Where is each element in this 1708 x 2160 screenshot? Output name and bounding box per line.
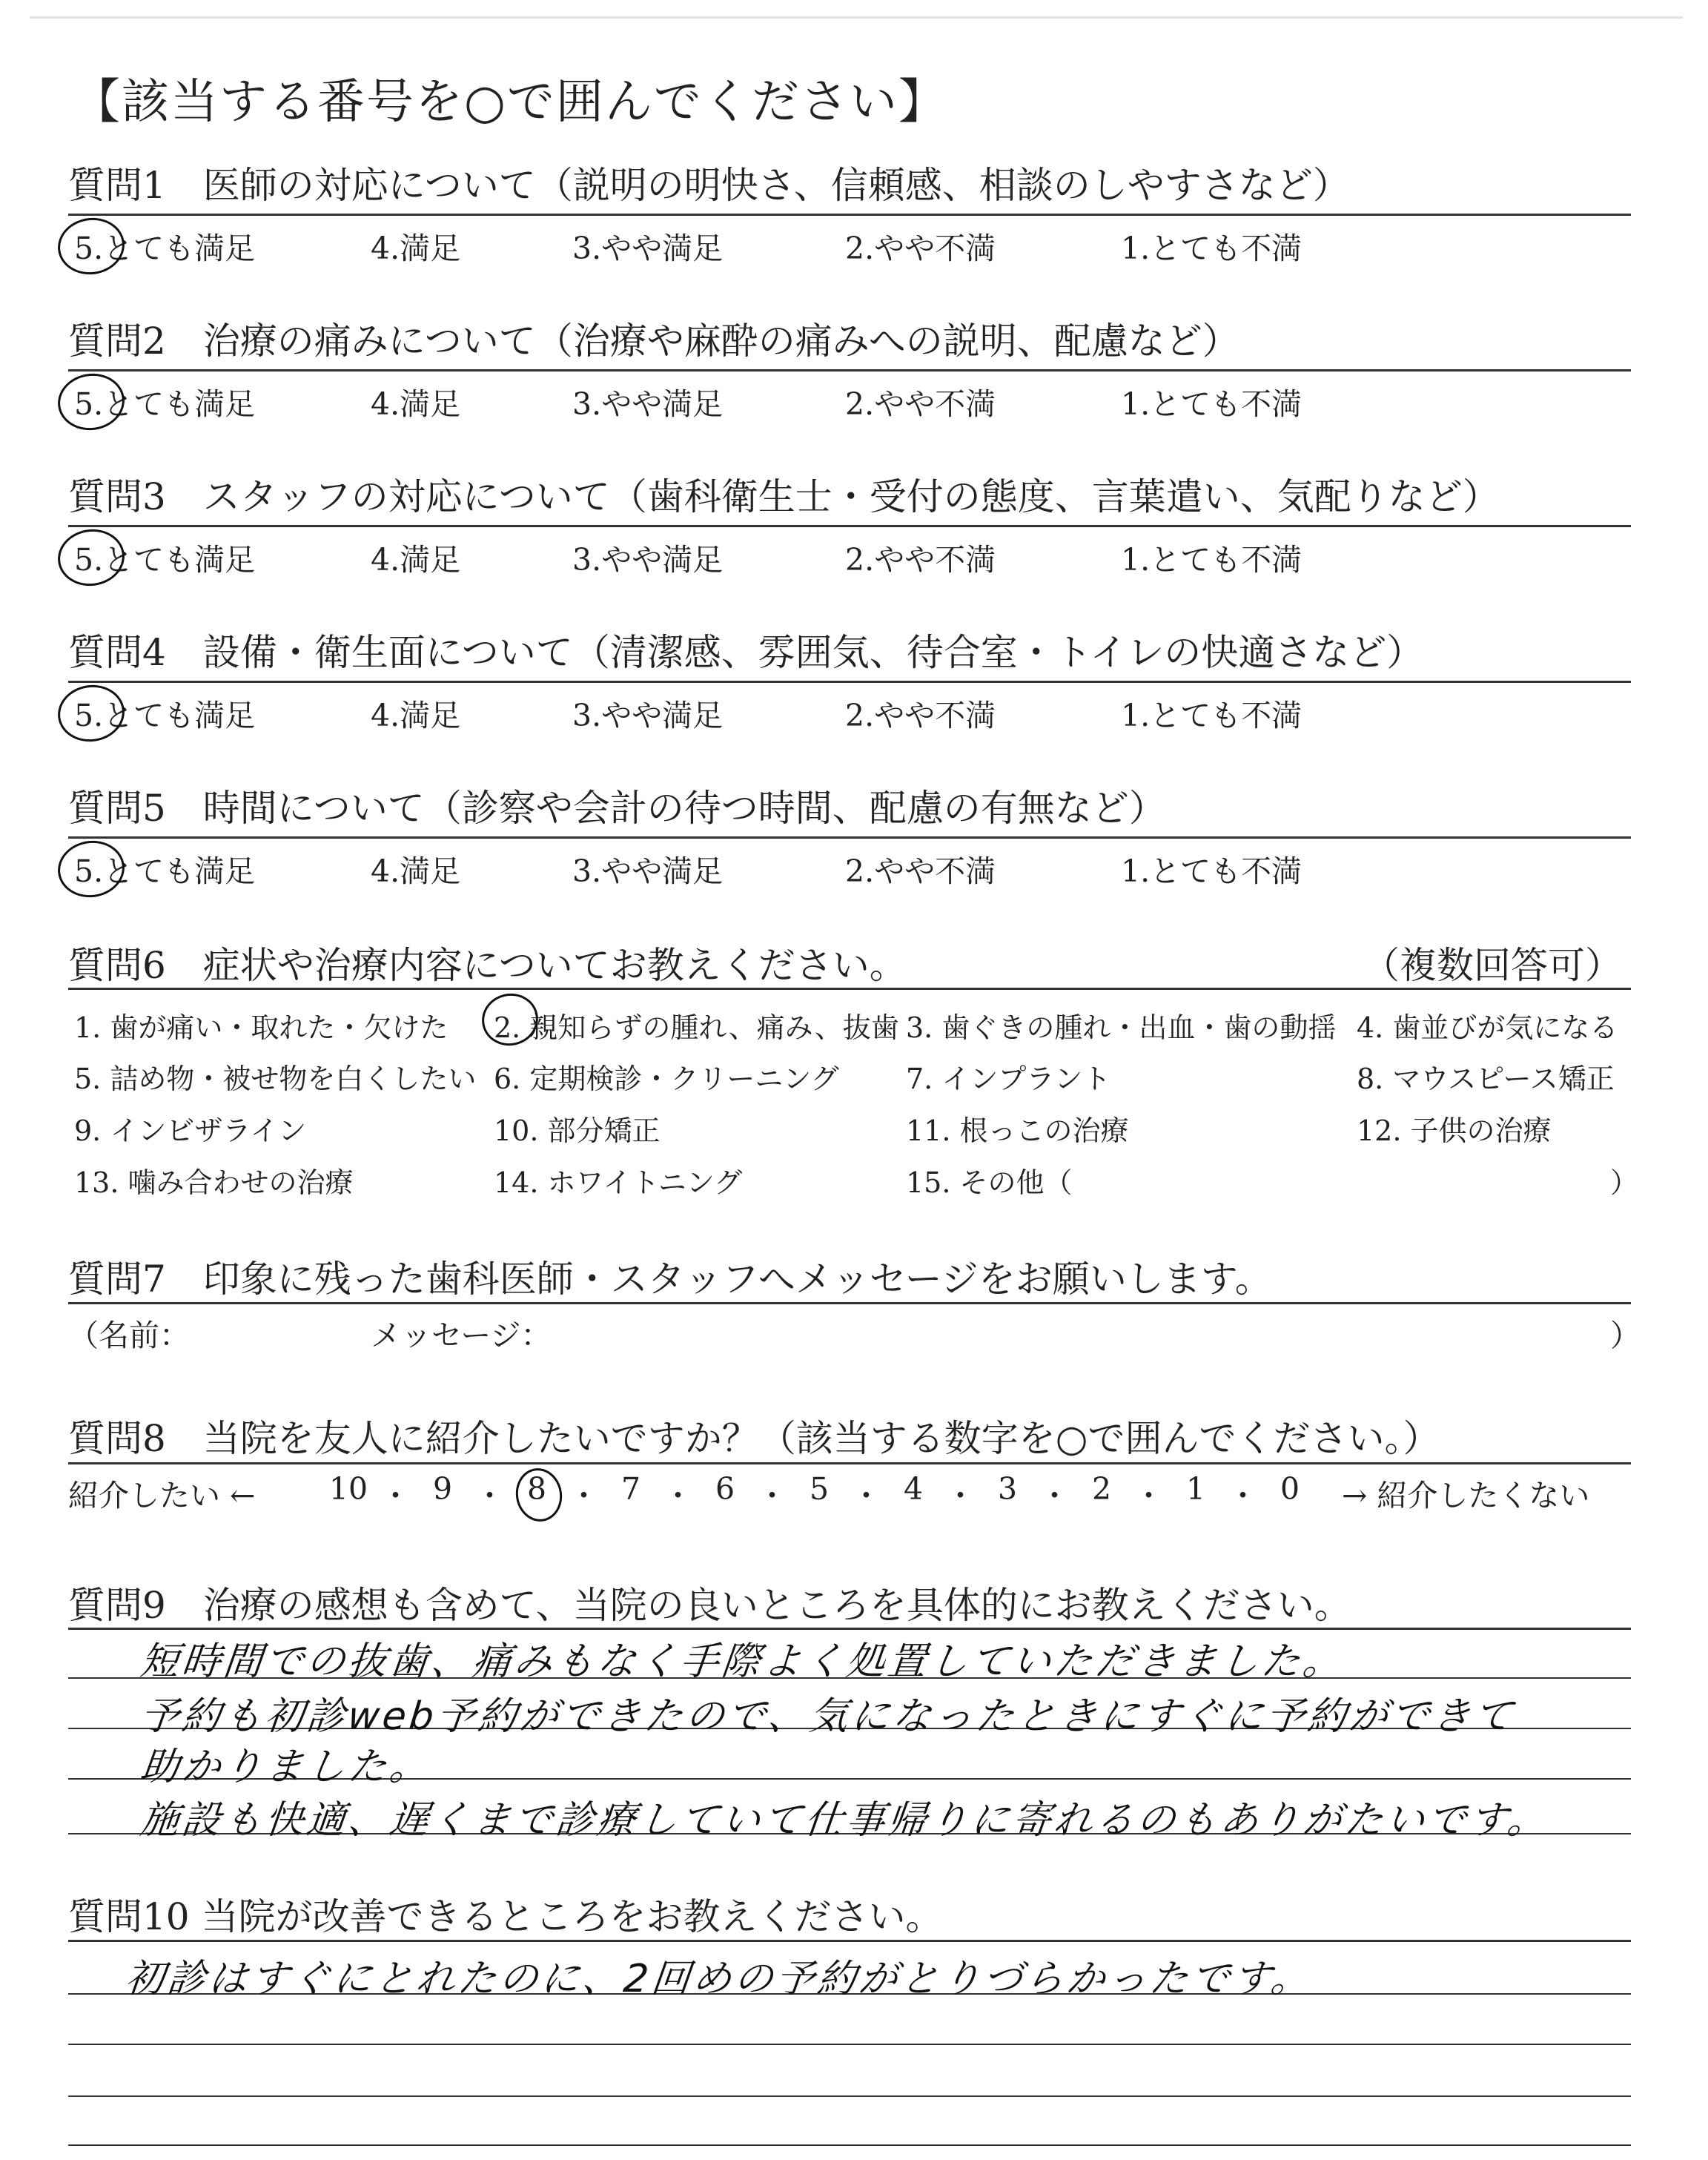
q7-message-label: メッセージ： xyxy=(371,1318,552,1353)
rating-option: 1.とても不満 xyxy=(1121,698,1302,733)
q9-handwritten-line: 施設も快適、遅くまで診療していて仕事帰りに寄れるのもありがたいです。 xyxy=(138,1798,1552,1843)
q8-scale-number: 9 xyxy=(432,1471,453,1507)
rating-option: 3.やや満足 xyxy=(572,542,724,578)
rating-option: 3.やや満足 xyxy=(572,231,724,266)
q8-scale-dot: ・ xyxy=(1133,1478,1164,1513)
q6-rule xyxy=(68,988,1631,990)
rating-option: 5.とても満足 xyxy=(74,231,256,266)
q6-option: ） xyxy=(1610,1166,1639,1199)
rating-option: 5.とても満足 xyxy=(74,853,256,889)
q10-title: 質問10 当院が改善できるところをお教えください。 xyxy=(68,1895,943,1938)
q8-right-label: → 紹介したくない xyxy=(1342,1478,1590,1513)
rating-option: 1.とても不満 xyxy=(1121,231,1302,266)
q8-scale-number: 4 xyxy=(903,1471,924,1507)
question-title: 質問1 医師の対応について（説明の明快さ、信頼感、相談のしやすさなど） xyxy=(68,164,1350,207)
q8-scale-dot: ・ xyxy=(569,1478,599,1513)
q8-scale-dot: ・ xyxy=(757,1478,787,1513)
question-title: 質問2 治療の痛みについて（治療や麻酔の痛みへの説明、配慮など） xyxy=(68,320,1239,363)
q10-rule xyxy=(68,1940,1631,1942)
q8-scale-dot: ・ xyxy=(851,1478,881,1513)
q9-title: 質問9 治療の感想も含めて、当院の良いところを具体的にお教えください。 xyxy=(68,1584,1351,1627)
q8-scale-number: 1 xyxy=(1185,1471,1206,1507)
q8-scale-dot: ・ xyxy=(663,1478,693,1513)
q8-scale-number: 7 xyxy=(620,1471,641,1507)
q6-option: 14. ホワイトニング xyxy=(494,1166,743,1199)
q8-scale-number: 2 xyxy=(1091,1471,1112,1507)
question-rule xyxy=(68,681,1631,683)
q6-option: 5. 詰め物・被せ物を白くしたい xyxy=(74,1063,477,1095)
question-title: 質問3 スタッフの対応について（歯科衛生士・受付の態度、言葉遣い、気配りなど） xyxy=(68,475,1500,518)
rating-option: 2.やや不満 xyxy=(845,542,996,578)
q8-scale-number: 3 xyxy=(997,1471,1018,1507)
q8-left-label: 紹介したい ← xyxy=(68,1478,256,1513)
rating-option: 2.やや不満 xyxy=(845,853,996,889)
rating-option: 4.満足 xyxy=(371,386,461,422)
q7-rule xyxy=(68,1302,1631,1304)
q6-option: 1. 歯が痛い・取れた・欠けた xyxy=(74,1011,448,1044)
q8-scale-dot: ・ xyxy=(380,1478,411,1513)
rating-option: 5.とても満足 xyxy=(74,386,256,422)
q6-option: 4. 歯並びが気になる xyxy=(1357,1011,1618,1044)
rating-option: 2.やや不満 xyxy=(845,231,996,266)
question-title: 質問5 時間について（診察や会計の待つ時間、配慮の有無など） xyxy=(68,787,1166,830)
question-rule xyxy=(68,369,1631,371)
q6-option: 15. その他（ xyxy=(906,1166,1073,1199)
q6-option: 2. 親知らずの腫れ、痛み、抜歯 xyxy=(494,1011,899,1044)
q8-scale-dot: ・ xyxy=(1039,1478,1070,1513)
q6-option: 3. 歯ぐきの腫れ・出血・歯の動揺 xyxy=(906,1011,1337,1044)
q6-note: （複数回答可） xyxy=(1363,944,1622,987)
rating-option: 2.やや不満 xyxy=(845,698,996,733)
q6-option: 10. 部分矯正 xyxy=(494,1114,661,1147)
q8-scale-number: 10 xyxy=(328,1471,368,1507)
top-border xyxy=(30,16,1683,19)
q6-option: 11. 根っこの治療 xyxy=(906,1114,1129,1147)
q8-scale-dot: ・ xyxy=(945,1478,976,1513)
rating-option: 4.満足 xyxy=(371,853,461,889)
rating-option: 1.とても不満 xyxy=(1121,386,1302,422)
q6-title: 質問6 症状や治療内容についてお教えください。 xyxy=(68,944,907,987)
q10-handwritten-line: 初診はすぐにとれたのに、2回めの予約がとりづらかったです。 xyxy=(123,1957,1315,2001)
rating-option: 5.とても満足 xyxy=(74,542,256,578)
q10-line-rule xyxy=(68,2095,1631,2097)
q7-close-paren: ） xyxy=(1610,1318,1641,1353)
rating-option: 2.やや不満 xyxy=(845,386,996,422)
q6-option: 9. インビザライン xyxy=(74,1114,307,1147)
q8-title: 質問8 当院を友人に紹介したいですか？（該当する数字を○で囲んでください。） xyxy=(68,1417,1440,1460)
q8-scale-number: 8 xyxy=(526,1471,547,1507)
q8-scale-dot: ・ xyxy=(474,1478,505,1513)
q6-option: 12. 子供の治療 xyxy=(1357,1114,1552,1147)
page-header: 【該当する番号を○で囲んでください】 xyxy=(73,75,947,130)
q6-option: 6. 定期検診・クリーニング xyxy=(494,1063,839,1095)
q8-scale-number: 0 xyxy=(1280,1471,1300,1507)
rating-option: 5.とても満足 xyxy=(74,698,256,733)
q7-name-label: （名前： xyxy=(68,1318,190,1353)
q6-option: 7. インプラント xyxy=(906,1063,1111,1095)
question-rule xyxy=(68,525,1631,527)
q8-scale-dot: ・ xyxy=(1228,1478,1258,1513)
q9-handwritten-line: 短時間での抜歯、痛みもなく手際よく処置していただきました。 xyxy=(138,1639,1347,1684)
question-title: 質問4 設備・衛生面について（清潔感、雰囲気、待合室・トイレの快適さなど） xyxy=(68,631,1424,674)
q6-option: 13. 噛み合わせの治療 xyxy=(74,1166,354,1199)
rating-option: 4.満足 xyxy=(371,698,461,733)
rating-option: 1.とても不満 xyxy=(1121,853,1302,889)
q8-scale-number: 6 xyxy=(715,1471,735,1507)
q10-line-rule xyxy=(68,2144,1631,2146)
rating-option: 4.満足 xyxy=(371,231,461,266)
question-rule xyxy=(68,214,1631,216)
q9-handwritten-line: 助かりました。 xyxy=(138,1745,434,1789)
rating-option: 1.とても不満 xyxy=(1121,542,1302,578)
q6-option: 8. マウスピース矯正 xyxy=(1357,1063,1615,1095)
rating-option: 3.やや満足 xyxy=(572,853,724,889)
rating-option: 3.やや満足 xyxy=(572,698,724,733)
q10-line-rule xyxy=(68,2044,1631,2045)
q7-title: 質問7 印象に残った歯科医師・スタッフへメッセージをお願いします。 xyxy=(68,1258,1272,1301)
q9-handwritten-line: 予約も初診web予約ができたので、気になったときにすぐに予約ができて xyxy=(138,1694,1518,1739)
question-rule xyxy=(68,836,1631,839)
rating-option: 3.やや満足 xyxy=(572,386,724,422)
rating-option: 4.満足 xyxy=(371,542,461,578)
q8-rule xyxy=(68,1462,1631,1464)
q8-scale-number: 5 xyxy=(809,1471,830,1507)
